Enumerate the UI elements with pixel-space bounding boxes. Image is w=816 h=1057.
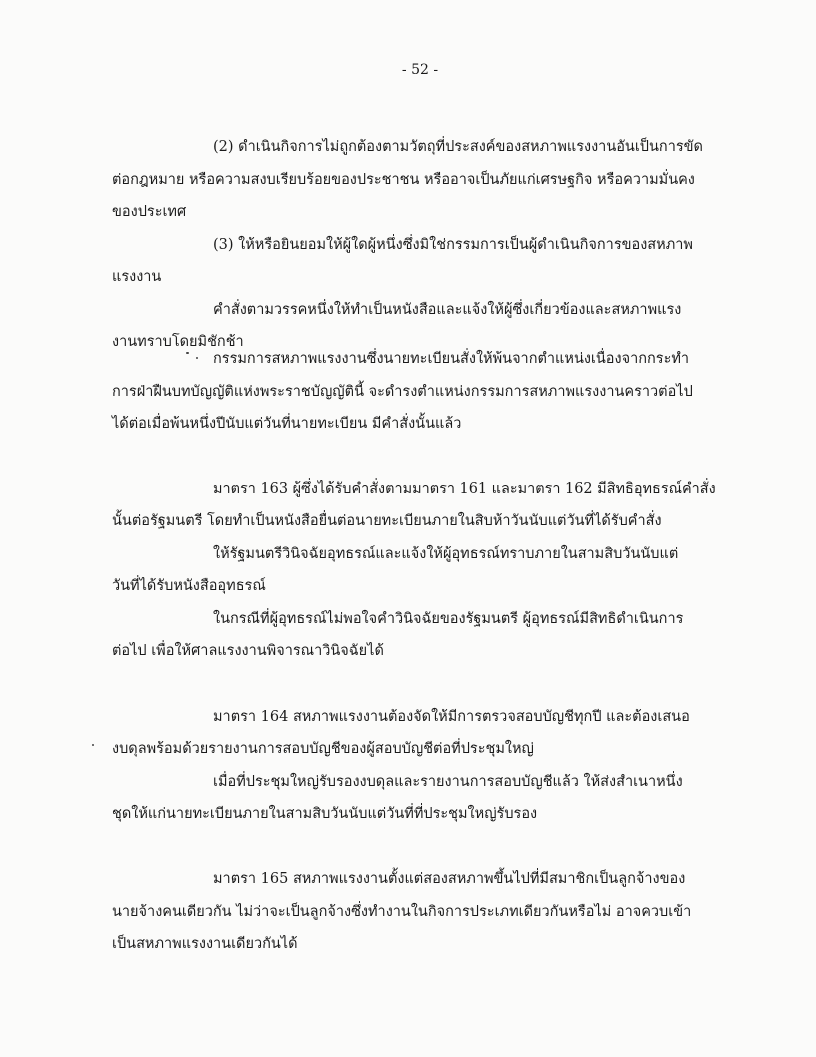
balance-sheet-line-2: ชุดให้แก่นายทะเบียนภายในสามสิบวันนับแต่วันที่ที่ประชุมใหญ่รับรอง — [112, 806, 538, 822]
committee-paragraph-line-2: การฝ่าฝืนบทบัญญัติแห่งพระราชบัญญัตินี้ จะดำรงตำแหน่งกรรมการสหภาพแรงงานคราวต่อไป — [112, 384, 693, 400]
section-165-line-1: มาตรา 165 สหภาพแรงงานตั้งแต่สองสหภาพขึ้นไปที่มีสมาชิกเป็นลูกจ้างของ — [213, 871, 686, 887]
scan-speck — [92, 744, 94, 746]
order-paragraph-line-2: งานทราบโดยมิชักช้า — [112, 334, 244, 350]
section-165-line-3: เป็นสหภาพแรงงานเดียวกันได้ — [112, 936, 298, 952]
section-165-line-2: นายจ้างคนเดียวกัน ไม่ว่าจะเป็นลูกจ้างซึ่งทำงานในกิจการประเภทเดียวกันหรือไม่ อาจควบเข้า — [112, 904, 692, 920]
section-164-line-1: มาตรา 164 สหภาพแรงงานต้องจัดให้มีการตรวจสอบบัญชีทุกปี และต้องเสนอ — [213, 709, 690, 725]
labour-court-line-2: ต่อไป เพื่อให้ศาลแรงงานพิจารณาวินิจฉัยได้ — [112, 643, 384, 659]
committee-paragraph-line-1: กรรมการสหภาพแรงงานซึ่งนายทะเบียนสั่งให้พ้นจากตำแหน่งเนื่องจากกระทำ — [213, 351, 690, 367]
section-164-line-2: งบดุลพร้อมด้วยรายงานการสอบบัญชีของผู้สอบบัญชีต่อที่ประชุมใหญ่ — [112, 741, 534, 757]
balance-sheet-line-1: เมื่อที่ประชุมใหญ่รับรองงบดุลและรายงานการสอบบัญชีแล้ว ให้ส่งสำเนาหนึ่ง — [213, 774, 683, 790]
order-paragraph-line-1: คำสั่งตามวรรคหนึ่งให้ทำเป็นหนังสือและแจ้งให้ผู้ซึ่งเกี่ยวข้องและสหภาพแรง — [213, 302, 682, 318]
labour-court-line-1: ในกรณีที่ผู้อุทธรณ์ไม่พอใจคำวินิจฉัยของรัฐมนตรี ผู้อุทธรณ์มีสิทธิดำเนินการ — [213, 611, 684, 627]
section-163-line-2: นั้นต่อรัฐมนตรี โดยทำเป็นหนังสือยื่นต่อนายทะเบียนภายในสิบห้าวันนับแต่วันที่ได้รับคำสั่ง — [112, 513, 662, 529]
clause-2-line-3: ของประเทศ — [112, 204, 187, 220]
clause-2-line-1: (2) ดำเนินกิจการไม่ถูกต้องตามวัตถุที่ประสงค์ของสหภาพแรงงานอันเป็นการขัด — [213, 139, 703, 155]
scan-speck — [186, 352, 189, 354]
appeal-decision-line-2: วันที่ได้รับหนังสืออุทธรณ์ — [112, 578, 266, 594]
clause-3-line-1: (3) ให้หรือยินยอมให้ผู้ใดผู้หนึ่งซึ่งมิใช่กรรมการเป็นผู้ดำเนินกิจการของสหภาพ — [213, 237, 693, 253]
clause-3-line-2: แรงงาน — [112, 269, 162, 285]
committee-paragraph-line-3: ได้ต่อเมื่อพ้นหนึ่งปีนับแต่วันที่นายทะเบียน มีคำสั่งนั้นแล้ว — [112, 416, 462, 432]
clause-2-line-2: ต่อกฎหมาย หรือความสงบเรียบร้อยของประชาชน หรืออาจเป็นภัยแก่เศรษฐกิจ หรือความมั่นคง — [112, 172, 695, 188]
scan-speck — [196, 357, 198, 359]
page-number: - 52 - — [401, 62, 439, 78]
appeal-decision-line-1: ให้รัฐมนตรีวินิจฉัยอุทธรณ์และแจ้งให้ผู้อุทธรณ์ทราบภายในสามสิบวันนับแต่ — [213, 546, 679, 562]
section-163-line-1: มาตรา 163 ผู้ซึ่งได้รับคำสั่งตามมาตรา 161 และมาตรา 162 มีสิทธิอุทธรณ์คำสั่ง — [213, 481, 716, 497]
